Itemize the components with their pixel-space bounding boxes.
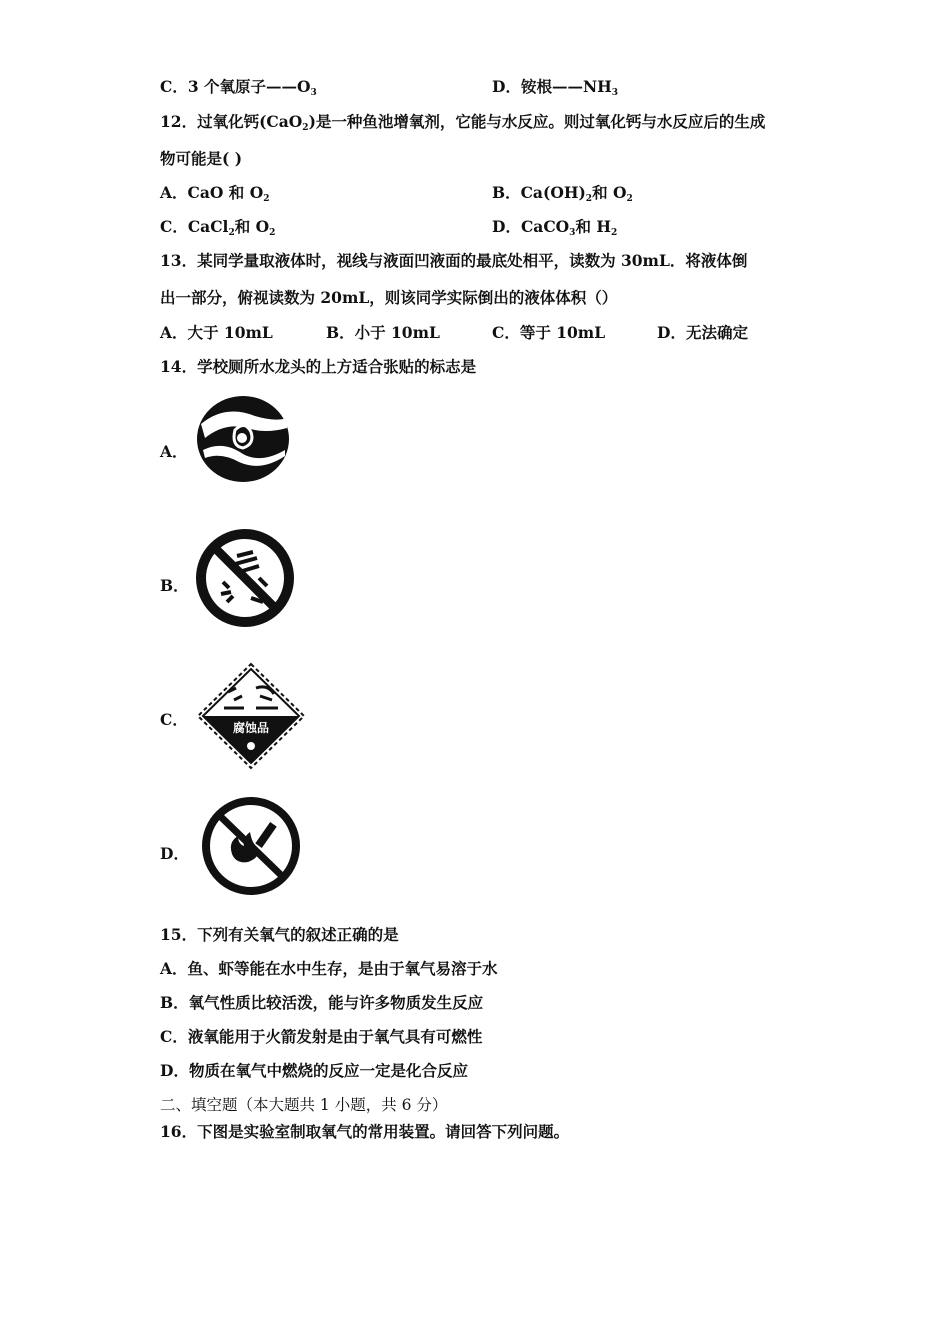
q12-option-c: C．CaCl$_2$和 $O_2$ (160, 217, 276, 238)
q12-stem-line1: 12．过氧化钙(CaO$_2$)是一种鱼池增氧剂，它能与水反应。则过氧化钙与水反应后的生成 (160, 112, 766, 133)
q14-label-d: D． (160, 844, 189, 863)
q12-option-d: D．CaCO$_3$和 $H_2$ (492, 217, 618, 238)
q12-option-b: B．$Ca(OH)_2$和 $O_2$ (492, 183, 633, 204)
q13-stem-line2: 出一部分，俯视读数为 20mL，则该同学实际倒出的液体体积（） (160, 288, 618, 307)
q14-label-c: C． (160, 710, 188, 729)
q12-stem-line2: 物可能是( ) (160, 149, 243, 168)
q15-option-d: D．物质在氧气中燃烧的反应一定是化合反应 (160, 1061, 468, 1080)
q14-label-a: A． (160, 442, 188, 461)
corrosive-sign-icon (196, 662, 306, 770)
q15-option-a: A．鱼、虾等能在水中生存，是由于氧气易溶于水 (160, 959, 498, 978)
no-fireworks-sign-icon (193, 528, 297, 628)
water-saving-sign-icon (195, 394, 291, 484)
q11-option-c: C．3 个氧原子$——O_3$ (160, 77, 317, 98)
no-smoking-sign-icon (198, 794, 304, 898)
q13-option-d: D．无法确定 (657, 323, 748, 342)
q13-stem-line1: 13．某同学量取液体时，视线与液面凹液面的最底处相平，读数为 30mL．将液体倒 (160, 251, 748, 270)
q15-stem: 15．下列有关氧气的叙述正确的是 (160, 925, 399, 944)
corrosive-sign-label: 腐蚀品 (232, 721, 270, 735)
q15-option-b: B．氧气性质比较活泼，能与许多物质发生反应 (160, 993, 484, 1012)
section-heading-fill-in: 二、填空题（本大题共 1 小题，共 6 分） (160, 1096, 448, 1114)
q14-label-b: B． (160, 576, 189, 595)
q13-option-c: C．等于 10mL (492, 323, 606, 342)
q16-stem: 16．下图是实验室制取氧气的常用装置。请回答下列问题。 (160, 1122, 570, 1141)
q15-option-c: C．液氧能用于火箭发射是由于氧气具有可燃性 (160, 1027, 483, 1046)
q11-option-d: D．铵根$——NH_3$ (492, 77, 619, 98)
q14-stem: 14．学校厕所水龙头的上方适合张贴的标志是 (160, 357, 477, 376)
q12-option-a: A．CaO 和 $O_2$ (160, 183, 270, 204)
q13-option-b: B．小于 10mL (326, 323, 440, 342)
q13-option-a: A．大于 10mL (160, 323, 273, 342)
